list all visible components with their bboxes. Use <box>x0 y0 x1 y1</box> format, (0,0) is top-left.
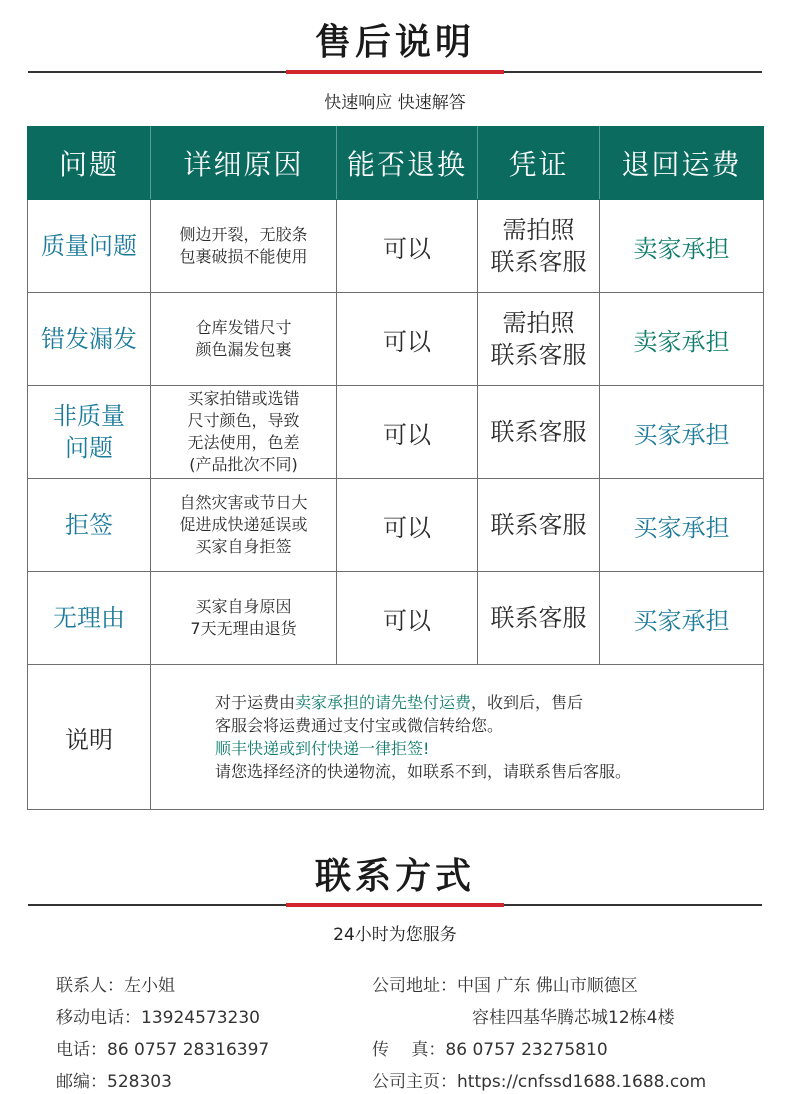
proof-line: 需拍照 <box>502 309 575 337</box>
reason-line: 侧边开裂，无胶条 <box>179 225 308 244</box>
reason-cell <box>151 200 337 293</box>
contact-person: 联系人：左小姐 <box>56 976 175 996</box>
reason-cell <box>151 479 337 572</box>
proof-cell <box>478 572 600 665</box>
contact-mobile: 移动电话：13924573230 <box>56 1008 260 1028</box>
column-header-reason: 详细原因 <box>151 127 337 200</box>
issue-text: 拒签 <box>65 511 113 539</box>
proof-cell <box>478 386 600 479</box>
table-row <box>28 479 764 572</box>
table-row <box>28 572 764 665</box>
note-text-segment: ，收到后，售后 <box>471 693 584 712</box>
note-text-segment: 对于运费由 <box>215 693 296 712</box>
contact-fax: 传 真：86 0757 23275810 <box>372 1040 608 1060</box>
issue-text: 错发漏发 <box>41 325 137 353</box>
proof-cell <box>478 200 600 293</box>
contact-homepage[interactable]: 公司主页：https://cnfssd1688.1688.com <box>372 1072 707 1092</box>
reason-line: 自然灾害或节日大 <box>179 493 308 512</box>
proof-line: 联系客服 <box>490 248 587 276</box>
issue-text: 无理由 <box>53 604 125 632</box>
column-header-issue: 问题 <box>28 127 151 200</box>
reason-line: 仓库发错尺寸 <box>195 318 292 337</box>
fee-cell: 买家承担 <box>600 386 764 479</box>
issue-text: 问题 <box>65 434 113 462</box>
reason-line: 7天无理由退货 <box>190 619 297 638</box>
table-header-row <box>28 127 764 200</box>
returnable-cell: 可以 <box>337 386 478 479</box>
reason-cell <box>151 293 337 386</box>
contact-postcode: 邮编：528303 <box>56 1072 172 1092</box>
column-header-returnable: 能否退换 <box>337 127 478 200</box>
returnable-cell: 可以 <box>337 200 478 293</box>
column-header-return-fee: 退回运费 <box>600 127 764 200</box>
reason-line: 无法使用，色差 <box>187 433 300 452</box>
returnable-cell: 可以 <box>337 572 478 665</box>
issue-text: 非质量 <box>53 402 125 430</box>
note-label: 说明 <box>28 665 151 810</box>
contact-accent-bar <box>286 903 504 907</box>
reason-line: 买家自身原因 <box>195 597 292 616</box>
note-line-4: 请您选择经济的快递物流，如联系不到，请联系售后客服。 <box>215 762 632 781</box>
proof-line: 联系客服 <box>490 341 587 369</box>
table-row <box>28 293 764 386</box>
after-sales-table <box>27 126 764 810</box>
returnable-cell: 可以 <box>337 293 478 386</box>
issue-text: 质量问题 <box>41 232 137 260</box>
contact-address: 公司地址：中国 广东 佛山市顺德区 <box>372 976 638 996</box>
contact-title: 联系方式 <box>314 856 475 897</box>
after-sales-subtitle: 快速响应 快速解答 <box>324 93 466 113</box>
reason-line: (产品批次不同) <box>189 455 298 474</box>
issue-cell <box>28 479 151 572</box>
reason-line: 买家自身拒签 <box>195 537 292 556</box>
note-highlight: 卖家承担的请先垫付运费 <box>295 693 472 712</box>
issue-cell <box>28 386 151 479</box>
proof-cell <box>478 293 600 386</box>
issue-cell <box>28 200 151 293</box>
reason-line: 尺寸颜色，导致 <box>187 411 300 430</box>
proof-cell <box>478 479 600 572</box>
reason-line: 颜色漏发包裹 <box>195 340 292 359</box>
returnable-cell: 可以 <box>337 479 478 572</box>
table-row <box>28 200 764 293</box>
proof-line: 联系客服 <box>490 418 587 446</box>
reason-line: 促进成快递延误或 <box>179 515 308 534</box>
column-header-proof: 凭证 <box>478 127 600 200</box>
note-row <box>28 665 764 810</box>
reason-cell <box>151 572 337 665</box>
contact-subtitle: 24小时为您服务 <box>333 925 457 945</box>
reason-line: 买家拍错或选错 <box>187 389 300 408</box>
issue-cell <box>28 293 151 386</box>
proof-line: 联系客服 <box>490 511 587 539</box>
table-row <box>28 386 764 479</box>
reason-cell <box>151 386 337 479</box>
fee-cell: 卖家承担 <box>600 200 764 293</box>
after-sales-title: 售后说明 <box>314 22 475 63</box>
proof-line: 联系客服 <box>490 604 587 632</box>
fee-cell: 卖家承担 <box>600 293 764 386</box>
reason-line: 包裹破损不能使用 <box>179 247 308 266</box>
proof-line: 需拍照 <box>502 216 575 244</box>
note-line-2: 客服会将运费通过支付宝或微信转给您。 <box>215 716 504 735</box>
issue-cell <box>28 572 151 665</box>
title-accent-bar <box>286 70 504 74</box>
note-text <box>151 665 764 810</box>
fee-cell: 买家承担 <box>600 572 764 665</box>
contact-phone: 电话：86 0757 28316397 <box>56 1040 270 1060</box>
note-line-1 <box>215 691 763 714</box>
contact-address-line-2: 容桂四基华腾芯城12栋4楼 <box>472 1008 675 1028</box>
fee-cell: 买家承担 <box>600 479 764 572</box>
note-line-3: 顺丰快递或到付快递一律拒签! <box>215 739 430 758</box>
